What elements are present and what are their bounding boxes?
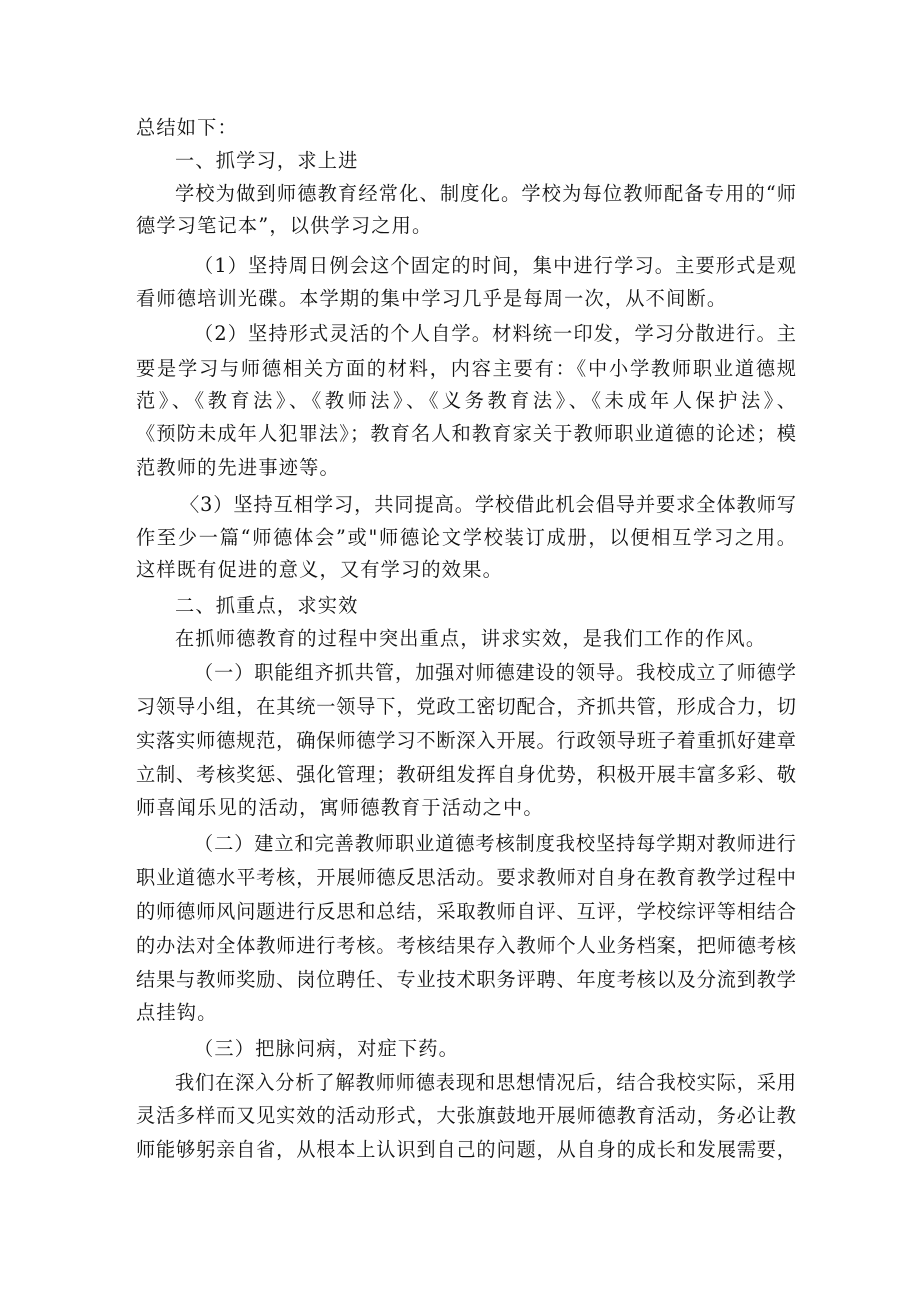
text-line: 习领导小组，在其统一领导下，党政工密切配合，齐抓共管，形成合力，切 bbox=[136, 695, 796, 718]
text-line: 立制、考核奖惩、强化管理；教研组发挥自身优势，积极开展丰富多彩、敬 bbox=[136, 763, 796, 786]
text-line: 灵活多样而又见实效的活动形式，大张旗鼓地开展师德教育活动，务必让教 bbox=[136, 1104, 796, 1127]
text-line: 总结如下： bbox=[136, 116, 238, 139]
text-line: 看师德培训光碟。本学期的集中学习几乎是每周一次，从不间断。 bbox=[136, 287, 728, 310]
sub-heading: （三）把脉问病，对症下药。 bbox=[194, 1037, 460, 1060]
text-line: 《预防未成年人犯罪法》；教育名人和教育家关于教师职业道德的论述；模 bbox=[136, 422, 796, 445]
text-line: 师能够躬亲自省，从根本上认识到自己的问题，从自身的成长和发展需要， bbox=[136, 1138, 796, 1161]
text-line: （二）建立和完善教师职业道德考核制度我校坚持每学期对教师进行 bbox=[194, 832, 796, 855]
text-line: 要是学习与师德相关方面的材料，内容主要有：《中小学教师职业道德规 bbox=[136, 357, 796, 380]
text-line: 在抓师德教育的过程中突出重点，讲求实效，是我们工作的作风。 bbox=[175, 627, 767, 650]
text-line: 范教师的先进事迹等。 bbox=[136, 456, 340, 479]
text-line: 〈3）坚持互相学习，共同提高。学校借此机会倡导并要求全体教师写 bbox=[180, 493, 796, 516]
section-heading: 一、抓学习，求上进 bbox=[175, 149, 359, 172]
text-line: 点挂钩。 bbox=[136, 1001, 218, 1024]
text-line: （1）坚持周日例会这个固定的时间，集中进行学习。主要形式是观 bbox=[194, 254, 796, 277]
text-line: 我们在深入分析了解教师师德表现和思想情况后，结合我校实际，采用 bbox=[175, 1071, 796, 1094]
section-heading: 二、抓重点，求实效 bbox=[175, 594, 359, 617]
text-line: 这样既有促进的意义，又有学习的效果。 bbox=[136, 558, 503, 581]
text-line: 学校为做到师德教育经常化、制度化。学校为每位教师配备专用的“师 bbox=[175, 182, 796, 205]
text-line: 德学习笔记本”，以供学习之用。 bbox=[136, 214, 433, 237]
text-line: 师喜闻乐见的活动，寓师德教育于活动之中。 bbox=[136, 796, 544, 819]
text-line: （一）职能组齐抓共管，加强对师德建设的领导。我校成立了师德学 bbox=[194, 661, 796, 684]
text-line: 范》、《教育法》、《教师法》、《义务教育法》、《未成年人保护法》、 bbox=[136, 389, 796, 412]
text-line: 的办法对全体教师进行考核。考核结果存入教师个人业务档案，把师德考核 bbox=[136, 934, 796, 957]
text-line: 职业道德水平考核，开展师德反思活动。要求教师对自身在教育教学过程中 bbox=[136, 866, 796, 889]
text-line: 实落实师德规范，确保师德学习不断深入开展。行政领导班子着重抓好建章 bbox=[136, 729, 796, 752]
text-line: 结果与教师奖励、岗位聘任、专业技术职务评聘、年度考核以及分流到教学 bbox=[136, 968, 796, 991]
text-line: （2）坚持形式灵活的个人自学。材料统一印发，学习分散进行。主 bbox=[194, 322, 796, 345]
text-line: 的师德师风问题进行反思和总结，采取教师自评、互评，学校综评等相结合 bbox=[136, 900, 796, 923]
text-line: 作至少一篇“师德体会”或"师德论文学校装订成册，以便相互学习之用。 bbox=[136, 526, 796, 549]
